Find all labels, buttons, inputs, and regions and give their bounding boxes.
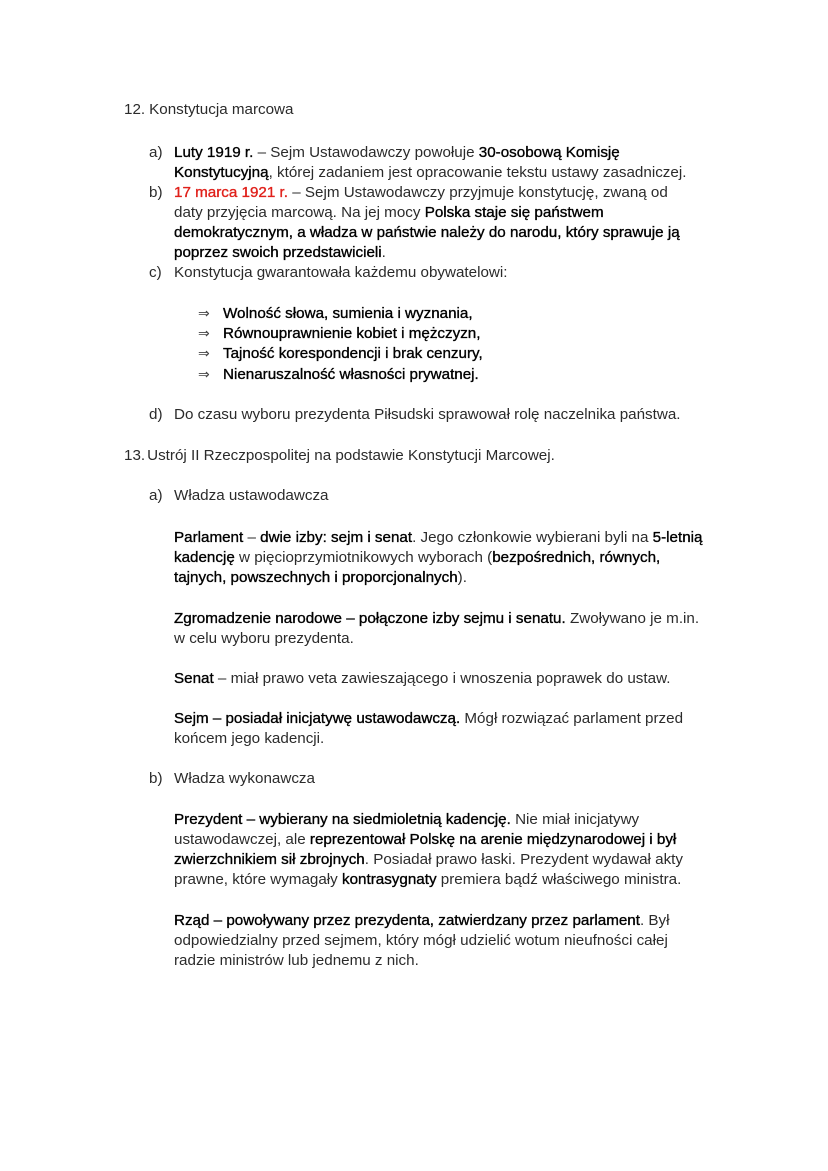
section-title: Konstytucja marcowa (149, 101, 294, 118)
bold-text: demokratycznym, a władza w państwie należy do narodu, który sprawuje ją (174, 224, 680, 241)
body-text: ). (457, 569, 467, 586)
body-text: , której zadaniem jest opracowanie tekstu ustawy zasadniczej. (268, 164, 687, 181)
prezydent-line-2 (174, 830, 676, 850)
sejm-line-2: końcem jego kadencji. (174, 730, 325, 747)
item-a-line-2 (174, 163, 686, 183)
arrow-icon: ⇒ (198, 367, 210, 383)
body-text: – (243, 529, 261, 546)
prezydent-line-4 (174, 870, 681, 890)
item-b-line-2 (174, 203, 604, 223)
body-text: . Był (639, 912, 670, 929)
body-text: premiera bądź właściwego ministra. (436, 871, 682, 888)
body-text: Mógł rozwiązać parlament przed (460, 710, 684, 727)
body-text: prawne, które wymagały (174, 871, 342, 888)
guarantee-item: Nienaruszalność własności prywatnej. (223, 366, 479, 383)
rzad-line-2: odpowiedzialny przed sejmem, który mógł udzielić wotum nieufności całej (174, 932, 668, 949)
bold-text: tajnych, powszechnych i proporcjonalnych (174, 569, 458, 586)
bold-text: dwie izby: sejm i senat (260, 529, 413, 546)
arrow-icon: ⇒ (198, 326, 210, 342)
list-marker: d) (149, 406, 163, 423)
guarantee-item: Wolność słowa, sumienia i wyznania, (223, 305, 473, 322)
item-c-text: Konstytucja gwarantowała każdemu obywatelowi: (174, 264, 508, 281)
body-text: Nie miał inicjatywy (510, 811, 640, 828)
bold-text: reprezentował Polskę na arenie międzynarodowej i był (309, 831, 677, 848)
bold-text: Rząd – powoływany przez prezydenta, zatwierdzany przez parlament (174, 912, 640, 929)
parlament-line-2 (174, 548, 660, 568)
bold-text: Polska staje się państwem (424, 204, 604, 221)
guarantee-item: Równouprawnienie kobiet i mężczyzn, (223, 325, 481, 342)
sejm-line-1 (174, 709, 683, 729)
arrow-icon: ⇒ (198, 346, 210, 362)
bold-text: Senat (174, 670, 214, 687)
section-12-heading (124, 100, 293, 120)
section-title: Ustrój II Rzeczpospolitej na podstawie Konstytucji Marcowej. (147, 447, 555, 464)
list-marker: a) (149, 144, 163, 161)
body-text: – miał prawo veta zawieszającego i wnoszenia poprawek do ustaw. (213, 670, 671, 687)
item-b-line-3 (174, 223, 680, 243)
body-text: . Jego członkowie wybierani byli na (412, 529, 653, 546)
bold-text: Zgromadzenie narodowe – połączone izby sejmu i senatu. (174, 610, 566, 627)
highlighted-date: 17 marca 1921 r. (174, 184, 288, 201)
section-number: 12. (124, 101, 146, 118)
bold-text: zwierzchnikiem sił zbrojnych (174, 851, 365, 868)
guarantee-item: Tajność korespondencji i brak cenzury, (223, 345, 483, 362)
section-number: 13. (124, 447, 146, 464)
bold-text: kontrasygnaty (341, 871, 437, 888)
senat-line (174, 669, 670, 689)
parlament-line-3 (174, 568, 467, 588)
list-marker: b) (149, 184, 163, 201)
bold-text: Konstytucyjną (174, 164, 269, 181)
list-marker: a) (149, 487, 163, 504)
prezydent-line-1 (174, 810, 639, 830)
item-a-line-1 (174, 143, 620, 163)
zgromadzenie-line-1 (174, 609, 699, 629)
bold-text: bezpośrednich, równych, (492, 549, 661, 566)
item-b-line-4 (174, 243, 386, 263)
bold-text: Sejm – posiadał inicjatywę ustawodawczą. (174, 710, 461, 727)
item-b-line-1 (174, 183, 668, 203)
bold-text: 5-letnią (652, 529, 703, 546)
bold-text: poprzez swoich przedstawicieli (174, 244, 382, 261)
rzad-line-3: radzie ministrów lub jednemu z nich. (174, 952, 419, 969)
subsection-heading: Władza ustawodawcza (174, 487, 329, 504)
zgromadzenie-line-2: w celu wyboru prezydenta. (174, 630, 354, 647)
list-marker: c) (149, 264, 162, 281)
body-text: . (381, 244, 386, 261)
bold-text: Parlament (174, 529, 244, 546)
rzad-line-1 (174, 911, 670, 931)
body-text: daty przyjęcia marcową. Na jej mocy (174, 204, 425, 221)
body-text: ustawodawczej, ale (174, 831, 310, 848)
subsection-heading: Władza wykonawcza (174, 770, 315, 787)
section-13-heading (124, 446, 555, 466)
body-text: . Posiadał prawo łaski. Prezydent wydawał akty (364, 851, 683, 868)
prezydent-line-3 (174, 850, 683, 870)
parlament-line-1 (174, 528, 702, 548)
body-text: w pięcioprzymiotnikowych wyborach ( (234, 549, 493, 566)
body-text: Zwoływano je m.in. (565, 610, 700, 627)
body-text: – Sejm Ustawodawczy powołuje (253, 144, 479, 161)
arrow-icon: ⇒ (198, 306, 210, 322)
date-text: Luty 1919 r. (174, 144, 254, 161)
body-text: – Sejm Ustawodawczy przyjmuje konstytucję, zwaną od (287, 184, 668, 201)
bold-text: kadencję (174, 549, 235, 566)
bold-text: Prezydent – wybierany na siedmioletnią kadencję. (174, 811, 511, 828)
bold-text: 30-osobową Komisję (478, 144, 620, 161)
list-marker: b) (149, 770, 163, 787)
item-d-text: Do czasu wyboru prezydenta Piłsudski sprawował rolę naczelnika państwa. (174, 406, 681, 423)
